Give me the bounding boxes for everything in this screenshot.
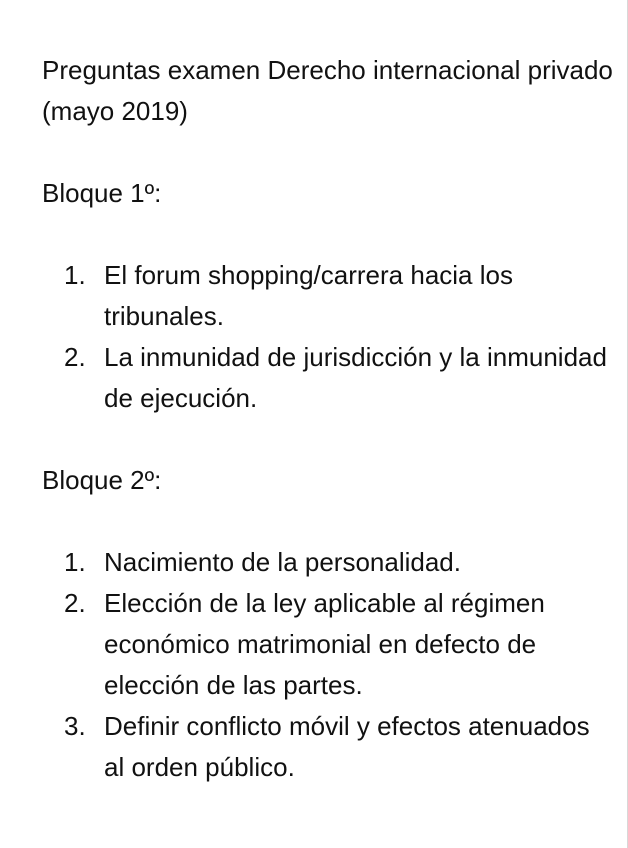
block-1-heading: Bloque 1º: [42,178,162,208]
list-item [42,542,614,583]
block-2-heading: Bloque 2º: [42,465,162,495]
list-item [42,255,614,337]
document-content [42,50,614,788]
list-item-text: Elección de la ley aplicable al régimen económico matrimonial en defecto de elección de las partes. [104,588,545,700]
list-item-text: El forum shopping/carrera hacia los tribunales. [104,260,513,331]
block-1-question-list [42,255,614,419]
block-2-question-list [42,542,614,788]
list-item-number: 1. [64,547,86,577]
list-item-number: 2. [64,588,86,618]
list-item-number: 1. [64,260,86,290]
list-item-text: Nacimiento de la personalidad. [104,547,461,577]
list-item [42,706,614,788]
list-item-number: 3. [64,711,86,741]
list-item [42,337,614,419]
list-item [42,583,614,706]
list-item-number: 2. [64,342,86,372]
list-item-text: Definir conflicto móvil y efectos atenuados al orden público. [104,711,590,782]
document-title: Preguntas examen Derecho internacional privado (mayo 2019) [42,55,613,126]
list-item-text: La inmunidad de jurisdicción y la inmunidad de ejecución. [104,342,607,413]
